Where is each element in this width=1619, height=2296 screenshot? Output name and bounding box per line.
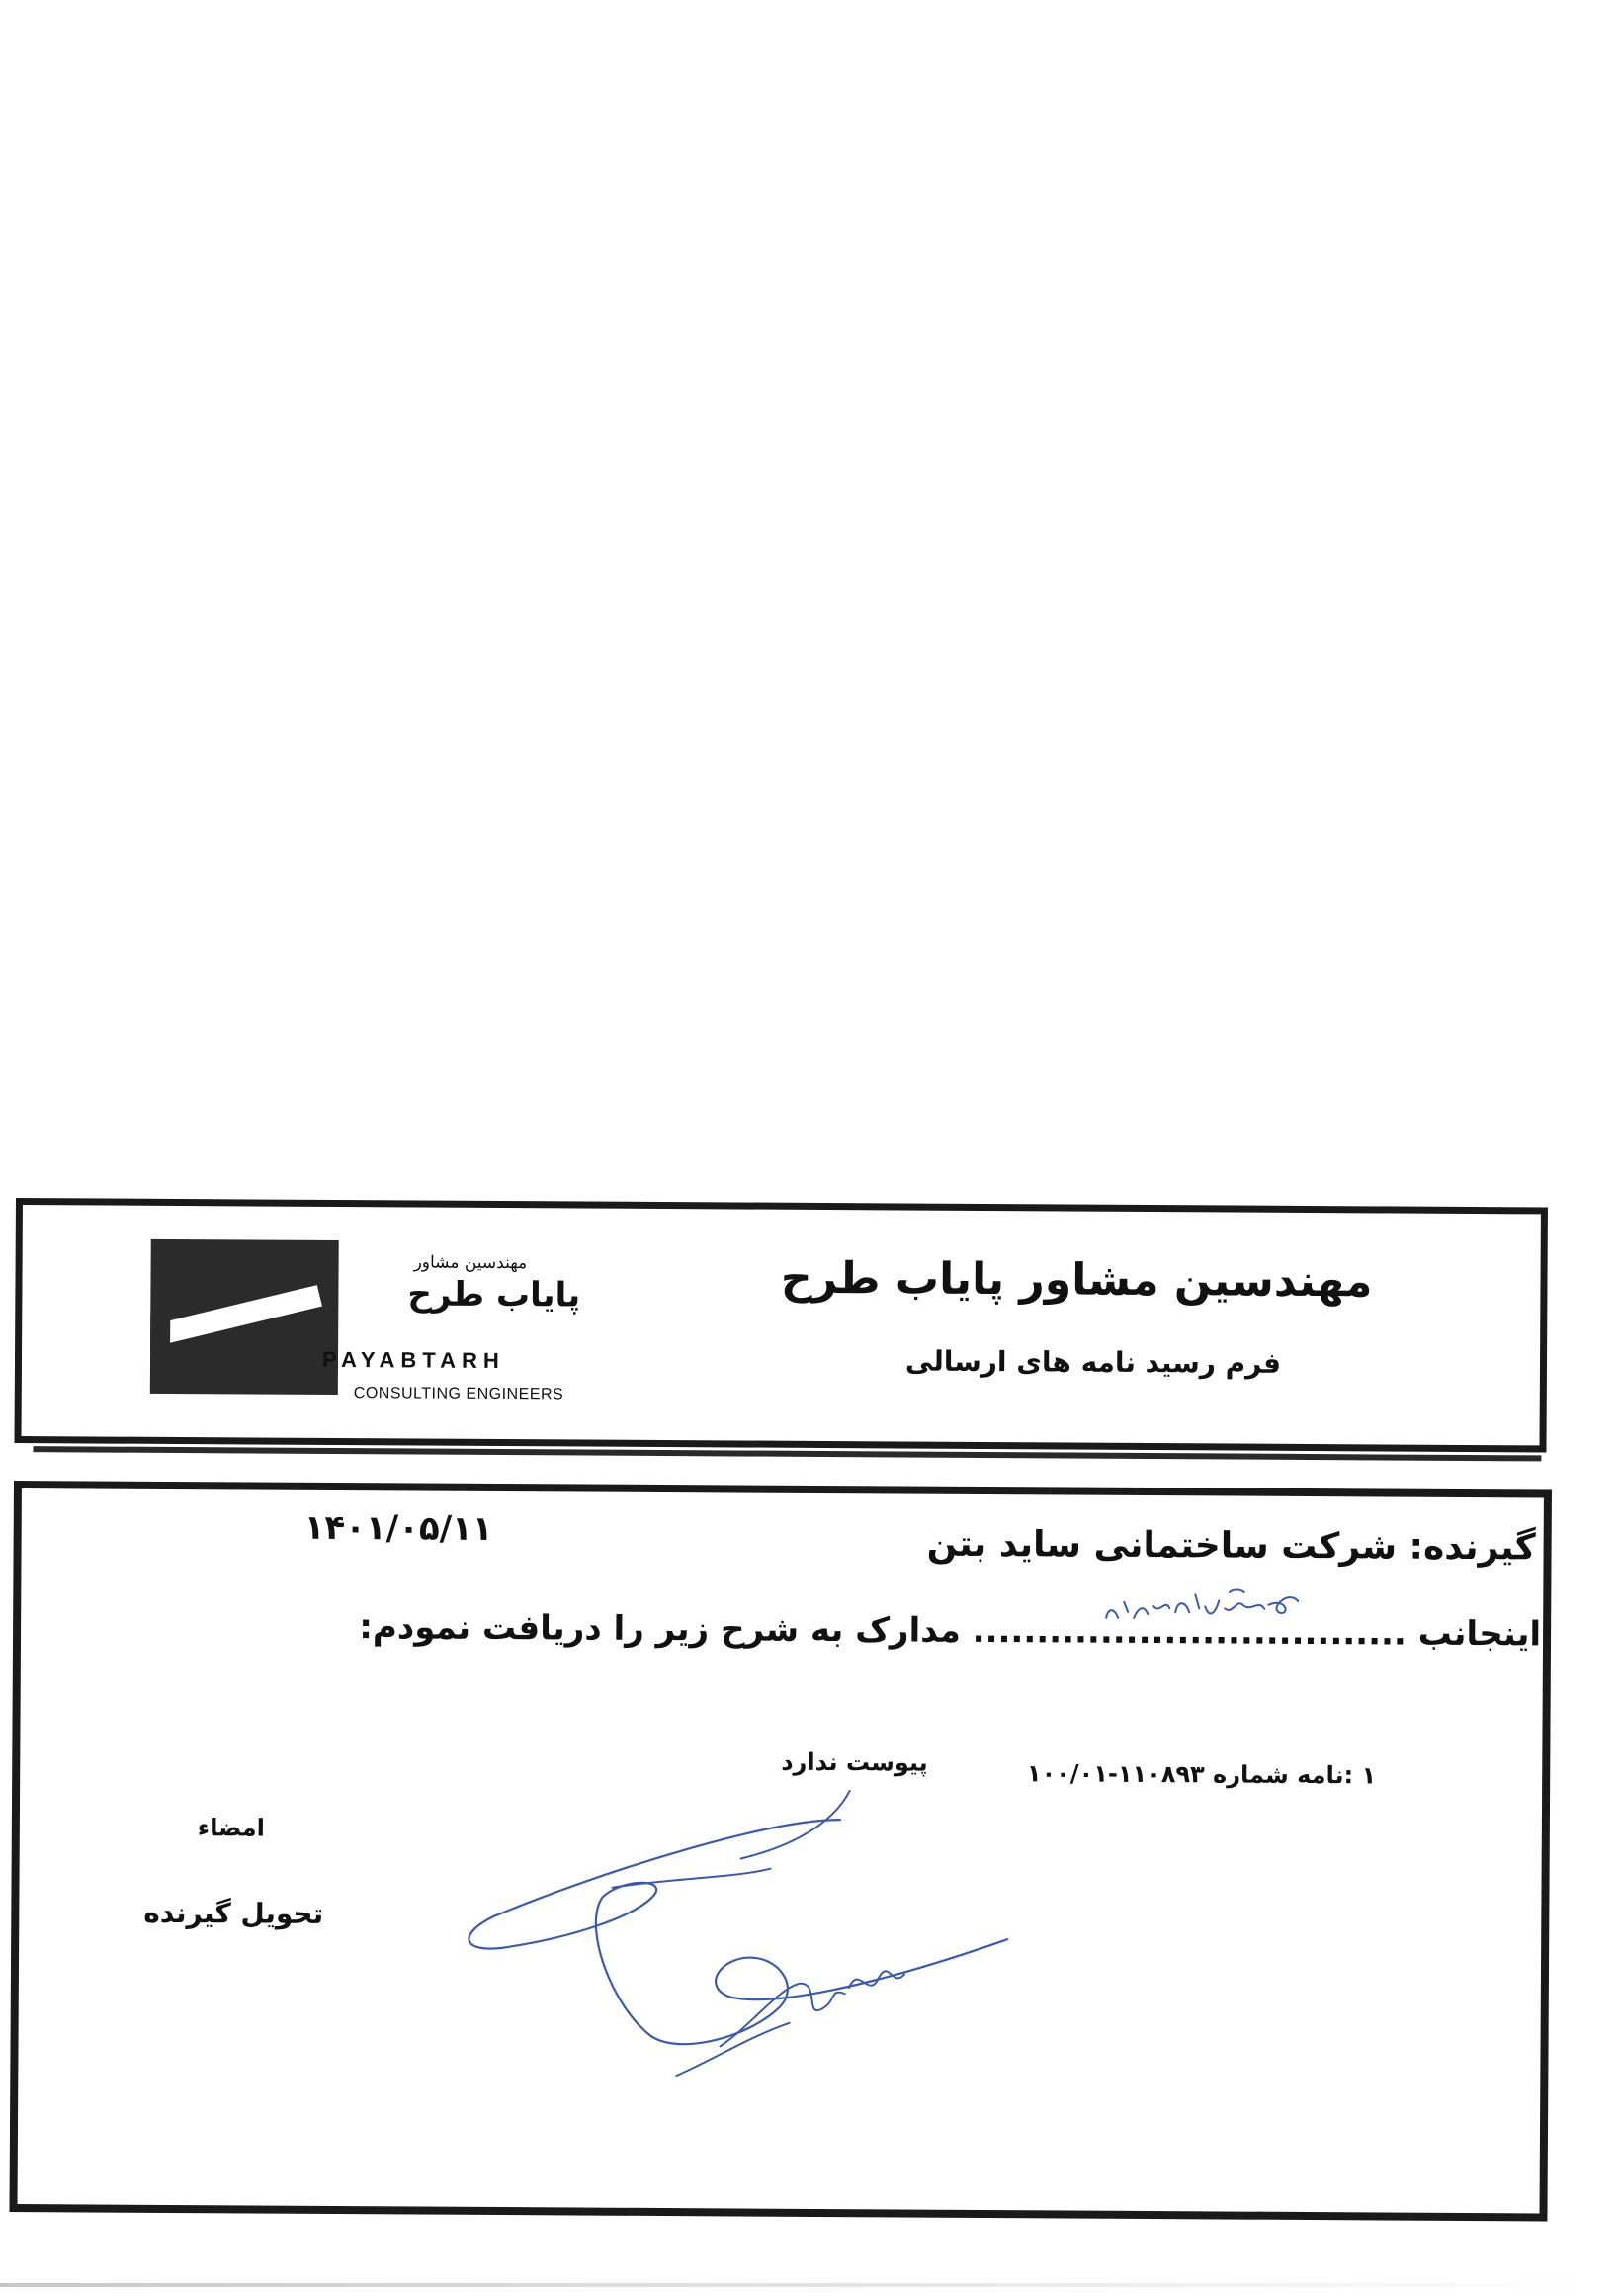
form-title: فرم رسید نامه های ارسالی xyxy=(904,1344,1282,1380)
declaration-dots-2: ...................... xyxy=(972,1610,1254,1653)
logo-small-text: مهندسین مشاور xyxy=(413,1252,528,1274)
header-box xyxy=(14,1198,1547,1452)
recipient-line: گیرنده: شرکت ساختمانی ساید بتن xyxy=(926,1523,1536,1569)
deliver-label: تحویل گیرنده xyxy=(143,1896,324,1930)
declaration-prefix: اینجانب xyxy=(1417,1613,1542,1655)
signature-icon xyxy=(453,1788,1147,2088)
logo-large-text: پایاب طرح xyxy=(407,1274,581,1316)
sign-label: امضاء xyxy=(197,1814,265,1842)
company-title: مهندسین مشاور پایاب طرح xyxy=(780,1252,1373,1308)
attachment-note: پیوست ندارد xyxy=(781,1747,928,1777)
scan-edge xyxy=(0,2283,1619,2287)
handwritten-name-icon xyxy=(1021,1577,1318,1639)
logo-name-en: PAYABTARH xyxy=(321,1346,505,1374)
declaration-dots-1: ............ xyxy=(1252,1612,1407,1654)
payabtarh-logo-icon xyxy=(150,1239,339,1395)
logo-subtitle-en: CONSULTING ENGINEERS xyxy=(353,1385,564,1403)
declaration-line xyxy=(359,1607,1541,1654)
receipt-body xyxy=(9,1481,1551,2221)
list-item: ۱ :نامه شماره ۱۱۰۸۹۳-۱۰۰/۰۱ xyxy=(1026,1759,1377,1790)
declaration-suffix: مدارک به شرح زیر را دریافت نمودم: xyxy=(359,1607,962,1651)
receipt-date: ۱۴۰۱/۰۵/۱۱ xyxy=(303,1507,493,1549)
